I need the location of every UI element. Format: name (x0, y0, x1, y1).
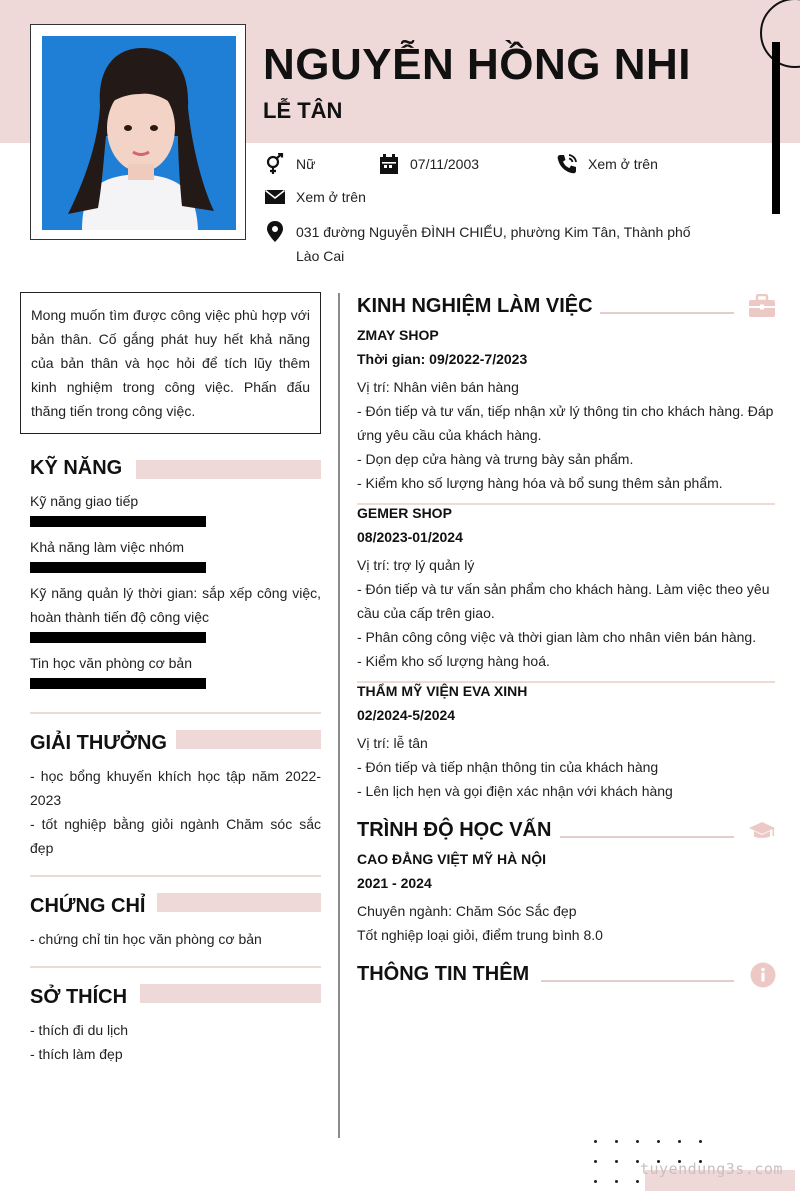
award-item: - học bổng khuyến khích học tập năm 2022-2023 (30, 768, 321, 808)
hobbies-title-bar (140, 984, 321, 1003)
calendar-icon (378, 153, 400, 175)
graduation-cap-icon (748, 820, 776, 847)
phone-value: Xem ở trên (588, 156, 658, 172)
column-divider (338, 293, 340, 1138)
school-name: CAO ĐẲNG VIỆT MỸ HÀ NỘI (357, 851, 547, 867)
more-info-title-line (541, 980, 734, 982)
skills-title-bar (136, 460, 321, 479)
hobby-item: - thích làm đẹp (30, 1046, 123, 1062)
awards-title-bar (176, 730, 321, 749)
section-divider (30, 712, 321, 714)
skill-label: Kỹ năng quản lý thời gian: sắp xếp công việc, hoàn thành tiến độ công việc (30, 585, 321, 625)
section-divider (30, 875, 321, 877)
skill-bar (30, 678, 206, 689)
skill-label: Tin học văn phòng cơ bản (30, 655, 192, 671)
hobby-item: - thích đi du lịch (30, 1022, 129, 1038)
hobbies-title: SỞ THÍCH (30, 986, 128, 1008)
job-line: Vị trí: Nhân viên bán hàng (357, 379, 519, 395)
job-line: Vị trí: trợ lý quản lý (357, 557, 475, 573)
education-line: Chuyên ngành: Chăm Sóc Sắc đẹp (357, 903, 577, 919)
email-value: Xem ở trên (296, 189, 366, 205)
skill-bar (30, 562, 206, 573)
skill-label: Khả năng làm việc nhóm (30, 539, 185, 555)
job-line: - Đón tiếp và tư vấn, tiếp nhận xử lý thông tin cho khách hàng. Đáp ứng yêu cầu của khách hàng. (357, 403, 774, 443)
certificates-title-bar (157, 893, 321, 912)
map-pin-icon (264, 220, 286, 244)
education-line: Tốt nghiệp loại giỏi, điểm trung bình 8.0 (357, 927, 603, 943)
career-objective: Mong muốn tìm được công việc phù hợp với bản thân. Cố gắng phát huy hết khả năng của bản thân và học hỏi để tích lũy thêm kinh nghiệm trong công việc. Phấn đấu thăng tiến trong công việc. (20, 292, 321, 434)
certificates-title: CHỨNG CHỈ (30, 895, 146, 917)
job-line: - Dọn dẹp cửa hàng và trưng bày sản phẩm. (357, 451, 634, 467)
experience-title: KINH NGHIỆM LÀM VIỆC (357, 295, 593, 317)
education-title: TRÌNH ĐỘ HỌC VẤN (357, 819, 552, 841)
envelope-icon (264, 186, 286, 208)
job-time: 02/2024-5/2024 (357, 707, 456, 723)
briefcase-icon (748, 294, 776, 323)
job-line: - Phân công công việc và thời gian làm cho nhân viên bán hàng. (357, 629, 757, 645)
job-line: - Kiểm kho số lượng hàng hoá. (357, 653, 550, 669)
job-line: Vị trí: lễ tân (357, 735, 428, 751)
skill-label: Kỹ năng giao tiếp (30, 493, 139, 509)
job-company: ZMAY SHOP (357, 327, 439, 343)
job-company: GEMER SHOP (357, 505, 452, 521)
skill-bar (30, 632, 206, 643)
more-info-title: THÔNG TIN THÊM (357, 963, 530, 985)
decorative-bar (772, 42, 780, 214)
phone-icon (556, 153, 578, 175)
job-time: 08/2023-01/2024 (357, 529, 463, 545)
job-time: Thời gian: 09/2022-7/2023 (357, 351, 528, 367)
gender-value: Nữ (296, 156, 316, 172)
birthday-value: 07/11/2003 (410, 156, 480, 172)
email-row (264, 186, 366, 208)
awards-title: GIẢI THƯỞNG (30, 732, 167, 754)
certificate-item: - chứng chỉ tin học văn phòng cơ bản (30, 931, 262, 947)
address-row (264, 220, 694, 268)
job-line: - Đón tiếp và tiếp nhận thông tin của khách hàng (357, 759, 659, 775)
job-line: - Đón tiếp và tư vấn sản phẩm cho khách hàng. Làm việc theo yêu cầu của cấp trên giao. (357, 581, 770, 621)
birthday-row (378, 153, 479, 175)
award-item: - tốt nghiệp bằng giỏi ngành Chăm sóc sắc đẹp (30, 816, 321, 856)
section-divider (30, 966, 321, 968)
job-company: THẨM MỸ VIỆN EVA XINH (357, 683, 528, 699)
skill-bar (30, 516, 206, 527)
experience-title-line (600, 312, 734, 314)
gender-icon (264, 153, 286, 175)
info-icon (750, 962, 776, 993)
education-title-line (560, 836, 734, 838)
job-line: - Kiểm kho số lượng hàng hóa và bổ sung thêm sản phẩm. (357, 475, 723, 491)
watermark: tuyendung3s.com (640, 1160, 783, 1178)
candidate-role: LỄ TÂN (263, 98, 343, 123)
school-years: 2021 - 2024 (357, 875, 432, 891)
phone-row (556, 153, 658, 175)
skills-title: KỸ NĂNG (30, 457, 123, 479)
gender-row (264, 153, 315, 175)
job-line: - Lên lịch hẹn và gọi điện xác nhận với khách hàng (357, 783, 673, 799)
candidate-name: NGUYỄN HỒNG NHI (263, 40, 691, 89)
address-value: 031 đường Nguyễn ĐÌNH CHIỂU, phường Kim Tân, Thành phố Lào Cai (296, 224, 691, 264)
profile-photo (42, 36, 236, 230)
